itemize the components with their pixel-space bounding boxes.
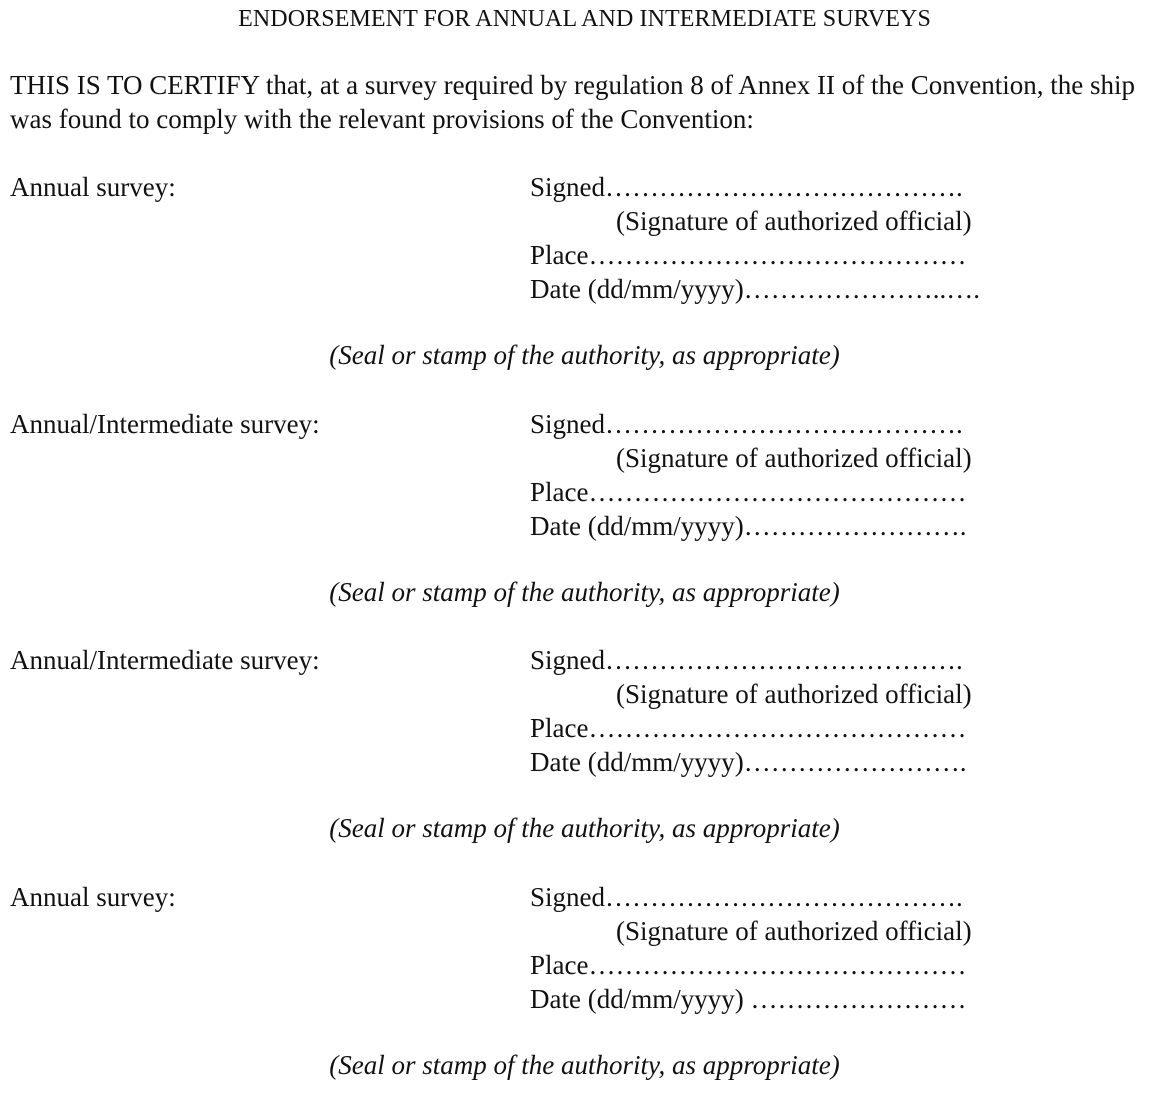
survey-type-label: Annual/Intermediate survey:	[10, 645, 320, 675]
certification-statement	[10, 68, 1165, 136]
endorsement-block-2	[0, 407, 1169, 643]
place-field: Place……………………………………	[530, 477, 967, 507]
endorsement-block-1	[0, 170, 1169, 406]
survey-type-label: Annual survey:	[10, 172, 176, 202]
date-field: Date (dd/mm/yyyy)…………………….	[530, 747, 967, 777]
signature-caption: (Signature of authorized official)	[616, 916, 972, 946]
date-field: Date (dd/mm/yyyy)…………………..….	[530, 274, 980, 304]
signature-caption: (Signature of authorized official)	[616, 679, 972, 709]
date-field: Date (dd/mm/yyyy) ……………………	[530, 984, 967, 1014]
date-field: Date (dd/mm/yyyy)…………………….	[530, 511, 967, 541]
signature-caption: (Signature of authorized official)	[616, 206, 972, 236]
place-field: Place……………………………………	[530, 240, 967, 270]
signed-field: Signed………………………………….	[530, 645, 963, 675]
seal-caption: (Seal or stamp of the authority, as appropriate)	[329, 577, 840, 607]
seal-caption: (Seal or stamp of the authority, as appropriate)	[329, 1050, 840, 1080]
place-field: Place……………………………………	[530, 950, 967, 980]
seal-caption: (Seal or stamp of the authority, as appropriate)	[329, 340, 840, 370]
endorsement-block-3	[0, 643, 1169, 879]
certification-lead: THIS IS TO CERTIFY	[10, 70, 260, 100]
certification-text: that, at a survey required by regulation 8 of Annex II of the Convention, the ship was found to comply with the relevant provisions of the Convention:	[10, 70, 1135, 134]
place-field: Place……………………………………	[530, 713, 967, 743]
survey-type-label: Annual/Intermediate survey:	[10, 409, 320, 439]
signature-caption: (Signature of authorized official)	[616, 443, 972, 473]
signed-field: Signed………………………………….	[530, 409, 963, 439]
survey-type-label: Annual survey:	[10, 882, 176, 912]
signed-field: Signed………………………………….	[530, 172, 963, 202]
signed-field: Signed………………………………….	[530, 882, 963, 912]
document-title: ENDORSEMENT FOR ANNUAL AND INTERMEDIATE SURVEYS	[238, 6, 931, 32]
seal-caption: (Seal or stamp of the authority, as appropriate)	[329, 813, 840, 843]
endorsement-block-4	[0, 880, 1169, 1116]
